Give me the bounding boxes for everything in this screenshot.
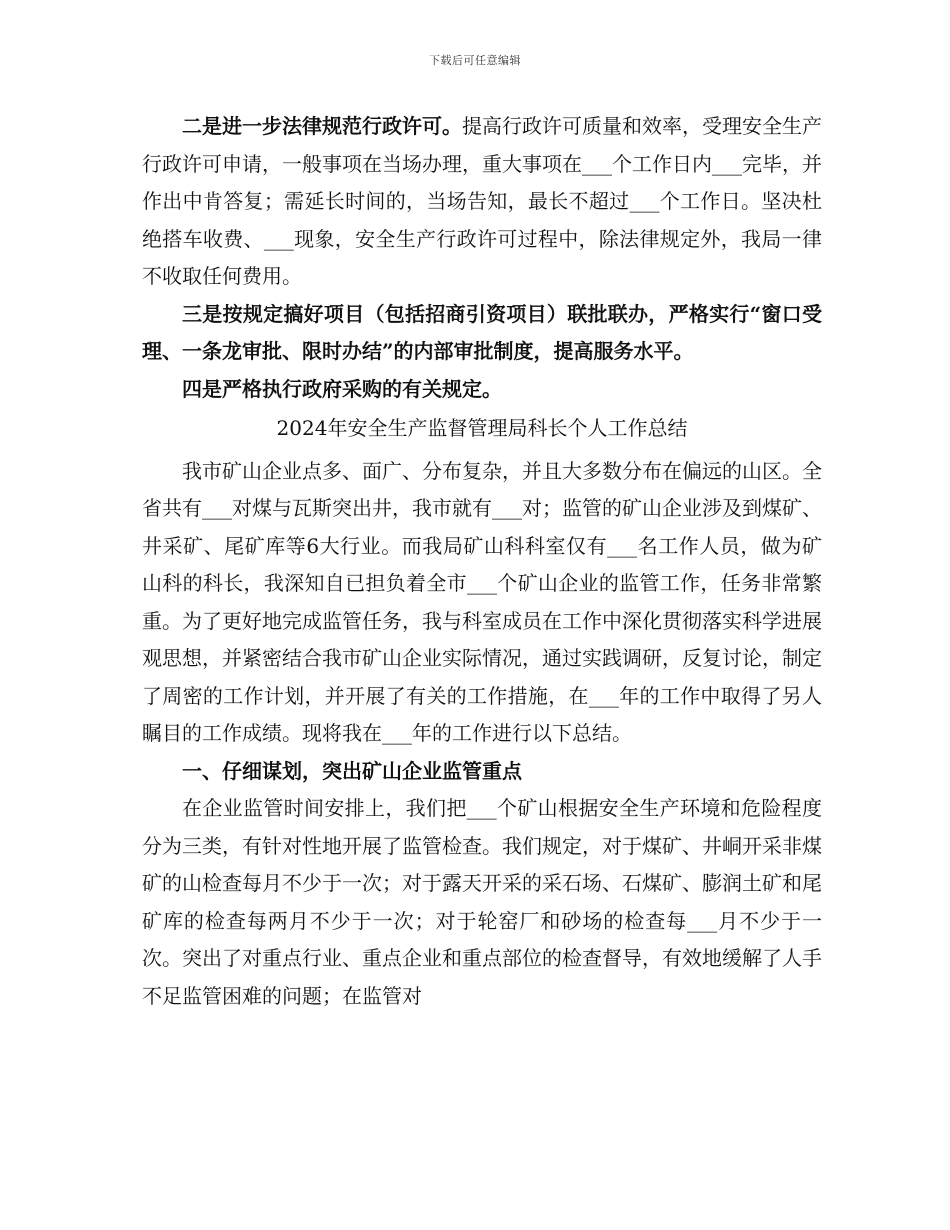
paragraph-procurement bbox=[142, 371, 822, 409]
paragraph-text: 提高行政许可质量和效率，受理安全生产行政许可申请，一般事项在当场办理，重大事项在___个工作日内___完毕，并作出中肯答复；需延长时间的，当场告知，最长不超过___个工作日。坚决杜绝搭车收费、___现象，安全生产行政许可过程中，除法律规定外，我局一律不收取任何费用。 bbox=[142, 114, 822, 288]
paragraph-lead: 三是按规定搞好项目（包括招商引资项目）联批联办，严格实行“窗口受理、一条龙审批、限时办结”的内部审批制度，提高服务水平。 bbox=[142, 301, 822, 363]
section-heading: 一、仔细谋划，突出矿山企业监管重点 bbox=[182, 758, 522, 783]
paragraph-intro: 我市矿山企业点多、面广、分布复杂，并且大多数分布在偏远的山区。全省共有___对煤与瓦斯突出井，我市就有___对；监管的矿山企业涉及到煤矿、井采矿、尾矿库等6大行业。而我局矿山科科室仅有___名工作人员，做为矿山科的科长，我深知自已担负着全市___个矿山企业的监管工作，任务非常繁重。为了更好地完成监管任务，我与科室成员在工作中深化贯彻落实科学进展观思想，并紧密结合我市矿山企业实际情况，通过实践调研，反复讨论，制定了周密的工作计划，并开展了有关的工作措施，在___年的工作中取得了另人瞩目的工作成绩。现将我在___年的工作进行以下总结。 bbox=[142, 458, 822, 745]
document-title: 2024年安全生产监督管理局科长个人工作总结 bbox=[276, 416, 688, 440]
paragraph-lead: 二是进一步法律规范行政许可。 bbox=[182, 114, 462, 138]
document-body bbox=[142, 108, 822, 1015]
paragraph-section-text: 在企业监管时间安排上，我们把___个矿山根据安全生产环境和危险程度分为三类，有针对性地开展了监管检查。我们规定，对于煤矿、井峒开采非煤矿的山检查每月不少于一次；对于露天开采的采石场、石煤矿、膨润土矿和尾矿库的检查每两月不少于一次；对于轮窑厂和砂场的检查每___月不少于一次。突出了对重点行业、重点企业和重点部位的检查督导，有效地缓解了人手不足监管困难的问题；在监管对 bbox=[142, 796, 822, 1008]
paragraph-lead: 四是严格执行政府采购的有关规定。 bbox=[182, 376, 502, 401]
paragraph-permit bbox=[142, 108, 822, 296]
paragraph-project-approval bbox=[142, 296, 822, 371]
page-header: 下载后可任意编辑 bbox=[429, 54, 521, 67]
